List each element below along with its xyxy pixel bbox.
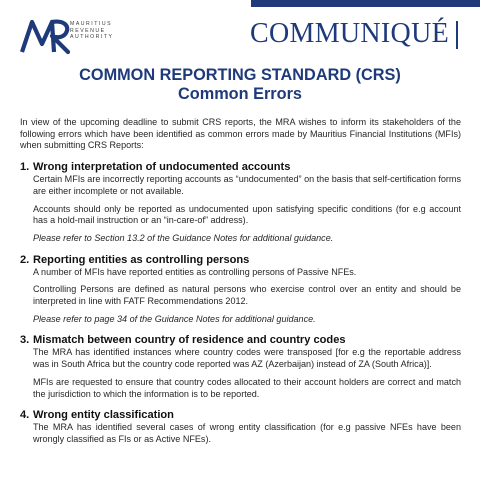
section-1 (20, 161, 461, 245)
intro-paragraph: In view of the upcoming deadline to submit CRS reports, the MRA wishes to inform its stakeholders of the following errors which have been identified as common errors made by Mauritius Financial Institutions (MFIs) when submitting CRS Reports: (20, 117, 461, 151)
paragraph: Controlling Persons are defined as natural persons who exercise control over an entity and should be interpreted in line with FATF Recommendations 2012. (33, 284, 461, 307)
section-body (33, 174, 461, 245)
section-title: Wrong interpretation of undocumented accounts (33, 161, 291, 174)
section-heading (20, 409, 461, 422)
section-body (33, 422, 461, 445)
document-body (20, 117, 461, 446)
section-number: 3. (20, 334, 30, 347)
paragraph: A number of MFIs have reported entities as controlling persons of Passive NFEs. (33, 266, 357, 277)
section-number: 2. (20, 253, 30, 266)
section-body (33, 347, 461, 400)
section-heading (20, 334, 461, 347)
section-4 (20, 409, 461, 445)
communique-divider (456, 21, 458, 49)
section-number: 1. (20, 161, 30, 174)
section-body (33, 267, 461, 326)
document-title (0, 66, 480, 104)
section-title: Wrong entity classification (33, 409, 174, 422)
section-title: Mismatch between country of residence and country codes (33, 334, 346, 347)
title-line-2: Common Errors (178, 85, 302, 103)
logo-line-authority: AUTHORITY (70, 34, 114, 41)
paragraph: The MRA has identified several cases of wrong entity classification (for e.g passive NFEs have been wrongly classified as FIs or as Active NFEs). (33, 422, 461, 444)
communique-title: COMMUNIQUÉ (250, 18, 449, 49)
logo-text (70, 21, 113, 41)
logo-line-mauritius: MAURITIUS (70, 21, 113, 27)
section-title: Reporting entities as controlling persons (33, 253, 250, 266)
paragraph: MFIs are requested to ensure that country codes allocated to their account holders are correct and match the jurisdiction to which the information is to be reported. (33, 376, 461, 399)
paragraph: Accounts should only be reported as undocumented upon satisfying specific conditions (for e.g account has a hold-mail instruction or an “in-care-of” address). (33, 203, 461, 226)
paragraph: The MRA has identified instances where country codes were transposed [for e.g the reportable address was in South Africa but the country code reported was AZ (Azerbaijan) instead of ZA (South Africa)]. (33, 347, 461, 370)
section-number: 4. (20, 409, 30, 422)
section-2 (20, 254, 461, 326)
section-heading (20, 254, 461, 267)
logo-line-revenue: REVENUE (70, 27, 106, 34)
guidance-note: Please refer to Section 13.2 of the Guidance Notes for additional guidance. (33, 232, 334, 243)
section-3 (20, 334, 461, 400)
guidance-note: Please refer to page 34 of the Guidance Notes for additional guidance. (33, 313, 316, 324)
paragraph: Certain MFIs are incorrectly reporting accounts as “undocumented” on the basis that self-certification forms are either incomplete or not available. (33, 174, 461, 196)
page-header (0, 0, 480, 62)
title-line-1: COMMON REPORTING STANDARD (CRS) (79, 66, 401, 84)
section-heading (20, 161, 461, 174)
